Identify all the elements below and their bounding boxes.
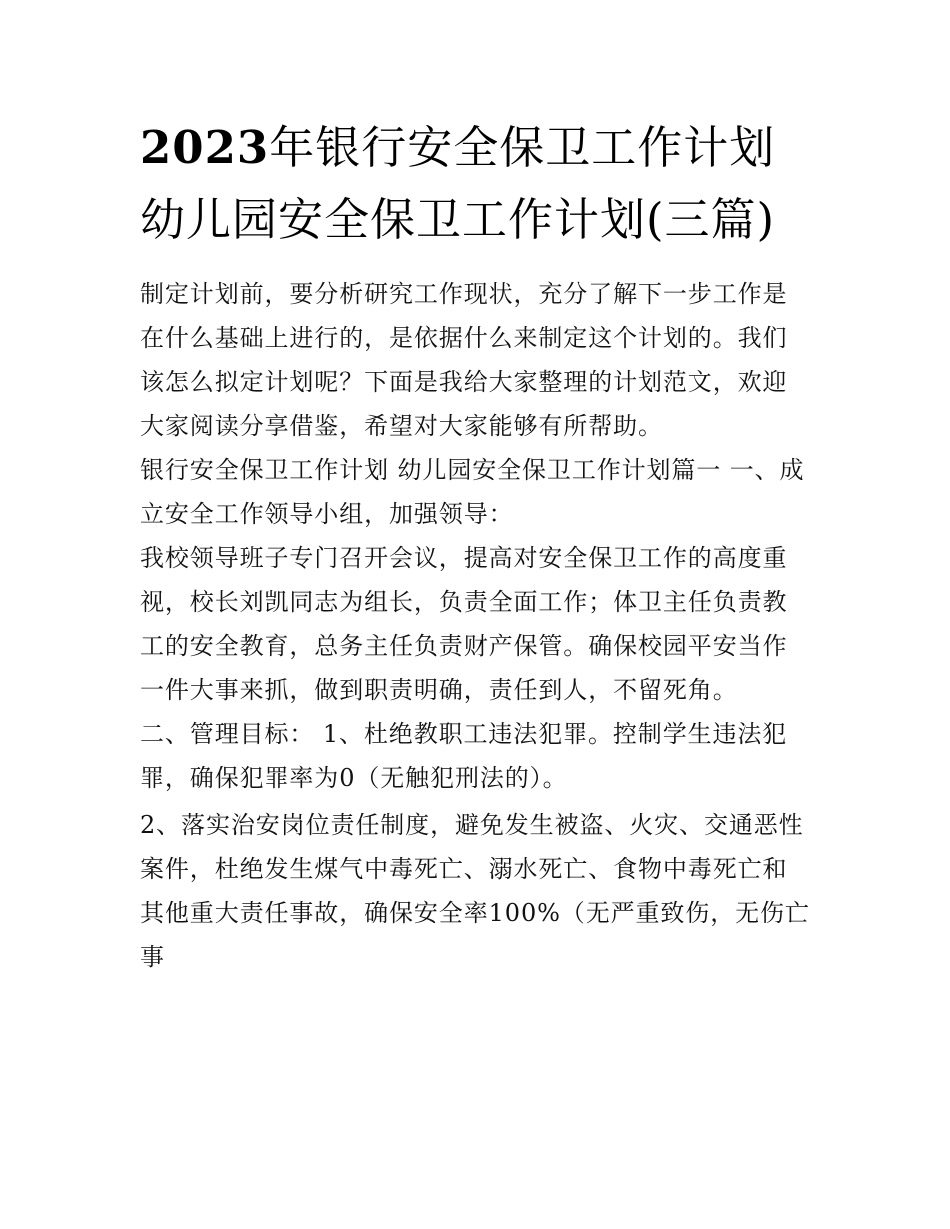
intro-paragraph: 制定计划前，要分析研究工作现状，充分了解下一步工作是在什么基础上进行的，是依据什么来制定这个计划的。我们该怎么拟定计划呢？下面是我给大家整理的计划范文，欢迎大家阅读分享借鉴，希望对大家能够有所帮助。 [140,280,788,440]
leadership-paragraph: 我校领导班子专门召开会议，提高对安全保卫工作的高度重视，校长刘凯同志为组长，负责全面工作；体卫主任负责教工的安全教育，总务主任负责财产保管。确保校园平安当作一件大事来抓，做到职责明确，责任到人，不留死角。 [140,544,788,704]
goals-paragraph: 二、管理目标： 1、杜绝教职工违法犯罪。控制学生违法犯罪，确保犯罪率为0（无触犯刑法的）。 [140,720,788,792]
document-page [140,112,812,979]
title-text: 年银行安全保卫工作计划 幼儿园安全保卫工作计划(三篇) [140,121,776,246]
document-title [140,112,812,256]
title-year: 2023 [140,121,270,174]
section-heading-paragraph: 银行安全保卫工作计划 幼儿园安全保卫工作计划篇一 一、成立安全工作领导小组，加强领导： [140,456,805,528]
responsibility-paragraph: 2、落实治安岗位责任制度，避免发生被盗、火灾、交通恶性案件，杜绝发生煤气中毒死亡、溺水死亡、食物中毒死亡和其他重大责任事故，确保安全率100%（无严重致伤，无伤亡事 [140,811,810,971]
